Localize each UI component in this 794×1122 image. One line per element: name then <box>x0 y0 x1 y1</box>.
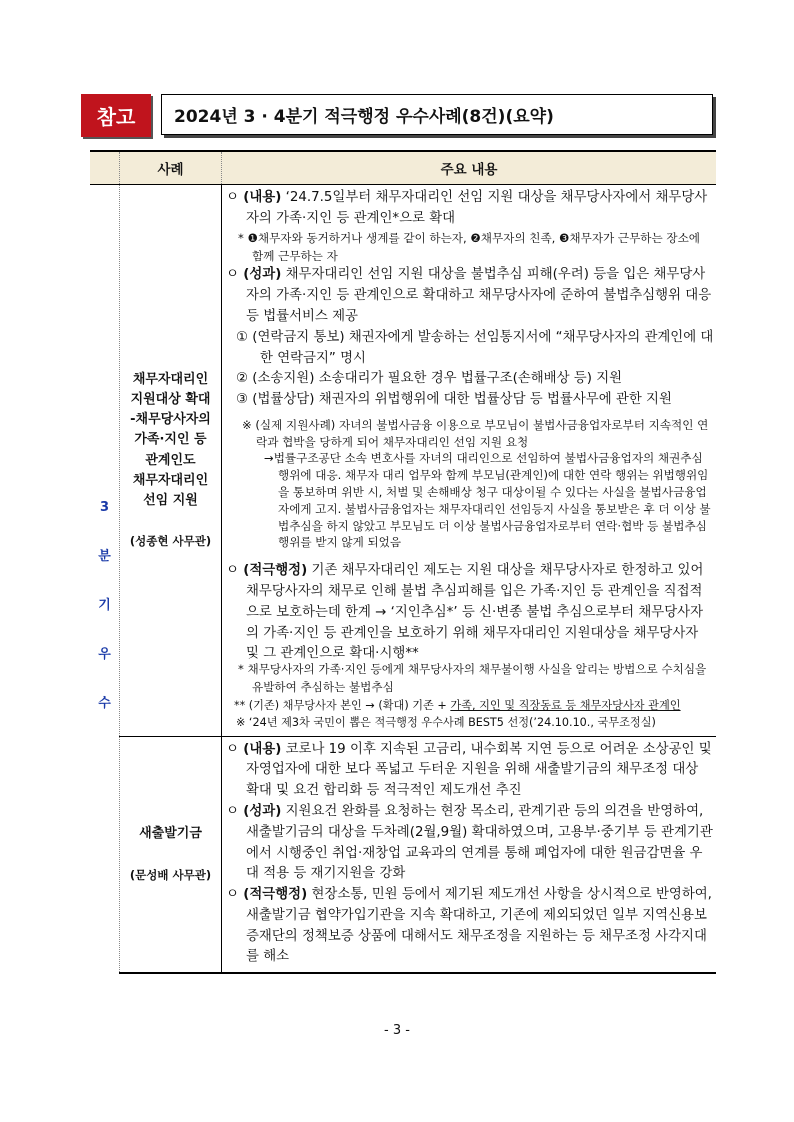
reference-badge: 참고 <box>81 94 151 137</box>
footnote: * ❶채무자와 동거하거나 생계를 같이 하는자, ❷채무자의 친족, ❸채무자가 근무하는 장소에 함께 근무하는 자 <box>238 230 700 263</box>
case-content-cell <box>222 736 717 973</box>
bullet-icon: ㅇ <box>226 190 239 205</box>
point-item: ③ (법률상담) 채권자의 위법행위에 대한 법률상담 등 법률사무에 관한 지원 <box>236 392 672 408</box>
footnote-text: ** (기존) 채무당사자 본인 → (확대) 기존 + <box>234 698 451 712</box>
quarter-char: 수 <box>98 696 111 711</box>
bullet-icon: ㅇ <box>226 887 239 903</box>
item-title: (적극행정) <box>243 563 308 579</box>
content-item <box>226 188 714 230</box>
example-text: ※ (실제 지원사례) 자녀의 불법사금융 이용으로 부모님이 불법사금융업자로부터 지속적인 연락과 협박을 당하게 되어 채무자대리인 선임 지원 요청 <box>242 417 709 449</box>
cases-table <box>90 150 716 974</box>
quarter-char: 분 <box>98 549 111 564</box>
bullet-icon: ㅇ <box>226 803 239 819</box>
content-item <box>226 740 714 802</box>
page-header <box>81 94 715 137</box>
example-result: →법률구조공단 소속 변호사를 자녀의 대리인으로 선임하여 불법사금융업자의 채권추심 행위에 대응. 채무자 대리 업무와 함께 부모님(관계인)에 대한 연락 행위는 위법행위임을 통보하며 위반 시, 처벌 및 손해배상 청구 대상이될 수 있다는 사실을 불법사금융업자에게 고지. 불법사금융업자는 채무자대리인 선임등지 사실을 통보받은 후 더 이상 불법추심을 하지 않았고 부모님도 더 이상 불법사금융업자로부터 연락·협박 등 불법추심 행위를 받지 않게 되었음 <box>264 451 711 550</box>
item-title: (내용) <box>243 741 282 757</box>
item-text: 채무자대리인 선임 지원 대상을 불법추심 피해(우려) 등을 입은 채무당사자의 가족·지인 등 관계인으로 확대하고 채무당사자에 준하여 불법추심행위 대응 등 법률서비스 제공 <box>246 267 712 324</box>
item-title: (적극행정) <box>243 887 308 903</box>
quarter-char: 3 <box>99 500 110 515</box>
case-content-cell <box>222 185 717 737</box>
case-name-line: -채무당사자의 <box>130 412 211 428</box>
case-row-1 <box>90 185 716 737</box>
header-content: 주요 내용 <box>222 151 717 185</box>
item-text: 기존 채무자대리인 제도는 지원 대상을 채무당사자로 한정하고 있어 채무당사자의 채무로 인해 불법 추심피해를 입은 가족·지인 등 관계인을 직접적으로 보호하는데 한계 → ‘지인추심*’ 등 신·변종 불법 추심으로부터 채무당사자의 가족·지인 등 관계인을 보호하기 위해 채무자대리인 지원대상을 채무당사자 및 그 관계인으로 확대·시행** <box>246 563 704 662</box>
case-name-line: 채무자대리인 <box>132 371 209 387</box>
quarter-char: 기 <box>98 598 111 613</box>
header-blank <box>90 151 120 185</box>
item-title: (성과) <box>243 267 282 283</box>
footnote-underlined: 가족, 지인 및 직장동료 등 채무자당사자 관계인 <box>450 698 681 712</box>
item-text: ‘24.7.5일부터 채무자대리인 선임 지원 대상을 채무당사자에서 채무당사자의 가족·지인 등 관계인*으로 확대 <box>246 190 708 226</box>
case-row-2 <box>90 736 716 973</box>
item-title: (내용) <box>243 190 282 205</box>
page-title: 2024년 3 · 4분기 적극행정 우수사례(8건)(요약) <box>161 94 713 135</box>
quarter-char: 우 <box>98 647 111 662</box>
point-item: ② (소송지원) 소송대리가 필요한 경우 법률구조(손해배상 등) 지원 <box>236 371 623 387</box>
case-name <box>121 370 220 511</box>
result-item <box>226 265 714 327</box>
case-name-line: 관계인도 <box>145 452 196 468</box>
footnote: * 채무당사자의 가족·지인 등에게 채무당사자의 채무불이행 사실을 알리는 방법으로 수치심을 유발하여 추심하는 불법추심 <box>238 662 707 694</box>
case-name-cell <box>120 185 222 737</box>
header-case: 사례 <box>120 151 222 185</box>
page-number: - 3 - <box>384 1023 410 1038</box>
result-item <box>226 802 714 885</box>
quarter-label <box>90 185 120 974</box>
item-title: (성과) <box>243 803 282 819</box>
item-text: 코로나 19 이후 지속된 고금리, 내수회복 지연 등으로 어려운 소상공인 및 자영업자에 대한 보다 폭넓고 두터운 지원을 위해 새출발기금의 채무조정 대상 확대 및 요건 합리화 등 적극적인 제도개선 추진 <box>246 741 712 799</box>
case-name-line: 지원대상 확대 <box>130 392 211 408</box>
active-item <box>226 561 714 665</box>
officer-name: (문성배 사무관) <box>129 867 212 882</box>
bullet-icon: ㅇ <box>226 741 239 757</box>
point-item: ① (연락금지 통보) 채권자에게 발송하는 선임통지서에 “채무당사자의 관계인에 대한 연락금지” 명시 <box>236 329 714 366</box>
citation: ※ ‘24년 제3차 국민이 뽑은 적극행정 우수사례 BEST5 선정(’24.10.10., 국무조정실) <box>236 716 656 730</box>
item-text: 현장소통, 민원 등에서 제기된 제도개선 사항을 상시적으로 반영하여, 새출발기금 협약가입기관을 지속 확대하고, 기존에 제외되었던 일부 지역신용보증재단의 정책보증 상품에 대해서도 채무조정을 지원하는 등 채무조정 사각지대를 해소 <box>246 887 712 965</box>
bullet-icon: ㅇ <box>226 267 239 283</box>
active-item <box>226 885 714 968</box>
item-text: 지원요건 완화를 요청하는 현장 목소리, 관계기관 등의 의견을 반영하여, 새출발기금의 대상을 두차례(2월,9월) 확대하였으며, 고용부·중기부 등 관계기관에서 시행중인 취업·재창업 교육과의 연계를 통해 폐업자에 대한 원금감면율 우대 적용 등 재기지원을 강화 <box>246 803 713 882</box>
case-name-line: 선임 지원 <box>143 492 198 508</box>
example-box <box>226 417 714 551</box>
officer-name: (성종현 사무관) <box>129 533 212 548</box>
case-name-cell <box>120 736 222 973</box>
bullet-icon: ㅇ <box>226 563 239 579</box>
case-name-line: 가족·지인 등 <box>134 432 207 448</box>
case-name-line: 채무자대리인 <box>132 472 209 488</box>
case-name: 새출발기금 <box>139 826 202 842</box>
footnote-2 <box>226 697 714 714</box>
